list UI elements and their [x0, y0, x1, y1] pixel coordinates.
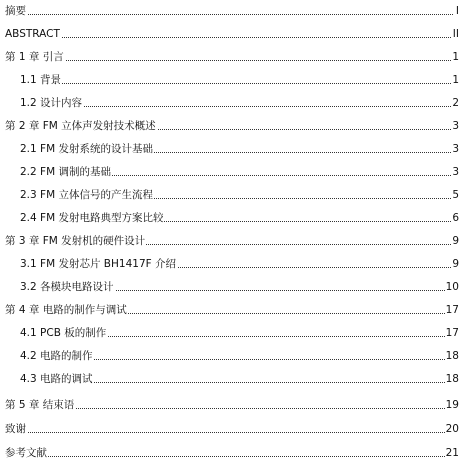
- toc-entry-title: 2.2 FM 调制的基础: [20, 163, 112, 181]
- toc-entry-title: 2.3 FM 立体信号的产生流程: [20, 186, 154, 204]
- toc-entry-chapter-4[interactable]: [0, 301, 467, 319]
- toc-entry-section-3-2[interactable]: [0, 278, 467, 296]
- toc-entry-chapter-2[interactable]: [0, 117, 467, 135]
- toc-entry-page: 3: [451, 117, 459, 135]
- toc-entry-page: 9: [451, 232, 459, 250]
- toc-entry-section-2-2[interactable]: [0, 163, 467, 181]
- toc-entry-title: 第 2 章 FM 立体声发射技术概述: [5, 117, 157, 135]
- toc-entry-section-4-2[interactable]: [0, 347, 467, 365]
- toc-entry-title: 致谢: [5, 420, 27, 438]
- toc-entry-page: 19: [445, 396, 459, 414]
- toc-entry-page: 5: [451, 186, 459, 204]
- toc-entry-title: 4.3 电路的调试: [20, 370, 94, 388]
- toc-entry-page: 17: [445, 301, 459, 319]
- toc-entry-abstract-cn[interactable]: [0, 2, 467, 20]
- dot-leader: [5, 432, 453, 433]
- dot-leader: [5, 60, 453, 61]
- toc-entry-title: 1.2 设计内容: [20, 94, 83, 112]
- toc-entry-page: 1: [451, 71, 459, 89]
- toc-entry-page: 3: [451, 140, 459, 158]
- dot-leader: [5, 37, 453, 38]
- toc-entry-page: I: [455, 2, 459, 20]
- toc-entry-section-2-4[interactable]: [0, 209, 467, 227]
- toc-entry-page: II: [452, 25, 459, 43]
- toc-entry-title: 4.1 PCB 板的制作: [20, 324, 107, 342]
- toc-entry-title: ABSTRACT: [5, 25, 61, 43]
- toc-entry-section-4-1[interactable]: [0, 324, 467, 342]
- toc-entry-page: 9: [451, 255, 459, 273]
- toc-entry-page: 2: [451, 94, 459, 112]
- toc-entry-chapter-5[interactable]: [0, 396, 467, 414]
- toc-entry-title: 3.1 FM 发射芯片 BH1417F 介绍: [20, 255, 177, 273]
- toc-entry-title: 参考文献: [5, 444, 48, 462]
- toc-entry-title: 摘要: [5, 2, 27, 20]
- toc-entry-section-3-1[interactable]: [0, 255, 467, 273]
- toc-entry-chapter-1[interactable]: [0, 48, 467, 66]
- toc-entry-references[interactable]: [0, 444, 467, 462]
- toc-entry-title: 2.4 FM 发射电路典型方案比较: [20, 209, 164, 227]
- toc-entry-page: 21: [445, 444, 459, 462]
- toc-entry-title: 第 3 章 FM 发射机的硬件设计: [5, 232, 146, 250]
- toc-entry-page: 3: [451, 163, 459, 181]
- toc-entry-page: 1: [451, 48, 459, 66]
- toc-entry-section-1-2[interactable]: [0, 94, 467, 112]
- dot-leader: [20, 83, 453, 84]
- toc-entry-title: 4.2 电路的制作: [20, 347, 94, 365]
- toc-entry-chapter-3[interactable]: [0, 232, 467, 250]
- toc-entry-title: 2.1 FM 发射系统的设计基础: [20, 140, 154, 158]
- dot-leader: [5, 14, 453, 15]
- toc-entry-page: 6: [451, 209, 459, 227]
- toc-entry-page: 17: [445, 324, 459, 342]
- toc-entry-acknowledgements[interactable]: [0, 420, 467, 438]
- toc-entry-title: 第 5 章 结束语: [5, 396, 75, 414]
- dot-leader: [5, 456, 453, 457]
- toc-entry-section-2-1[interactable]: [0, 140, 467, 158]
- toc-entry-title: 1.1 背景: [20, 71, 62, 89]
- dot-leader: [20, 106, 453, 107]
- toc-entry-section-4-3[interactable]: [0, 370, 467, 388]
- toc-entry-page: 18: [445, 370, 459, 388]
- toc-entry-title: 第 4 章 电路的制作与调试: [5, 301, 128, 319]
- toc-entry-title: 第 1 章 引言: [5, 48, 65, 66]
- toc-entry-abstract-en[interactable]: [0, 25, 467, 43]
- toc-entry-page: 20: [445, 420, 459, 438]
- toc-entry-page: 10: [445, 278, 459, 296]
- toc-entry-title: 3.2 各模块电路设计: [20, 278, 115, 296]
- toc-entry-section-2-3[interactable]: [0, 186, 467, 204]
- toc-entry-page: 18: [445, 347, 459, 365]
- toc-entry-section-1-1[interactable]: [0, 71, 467, 89]
